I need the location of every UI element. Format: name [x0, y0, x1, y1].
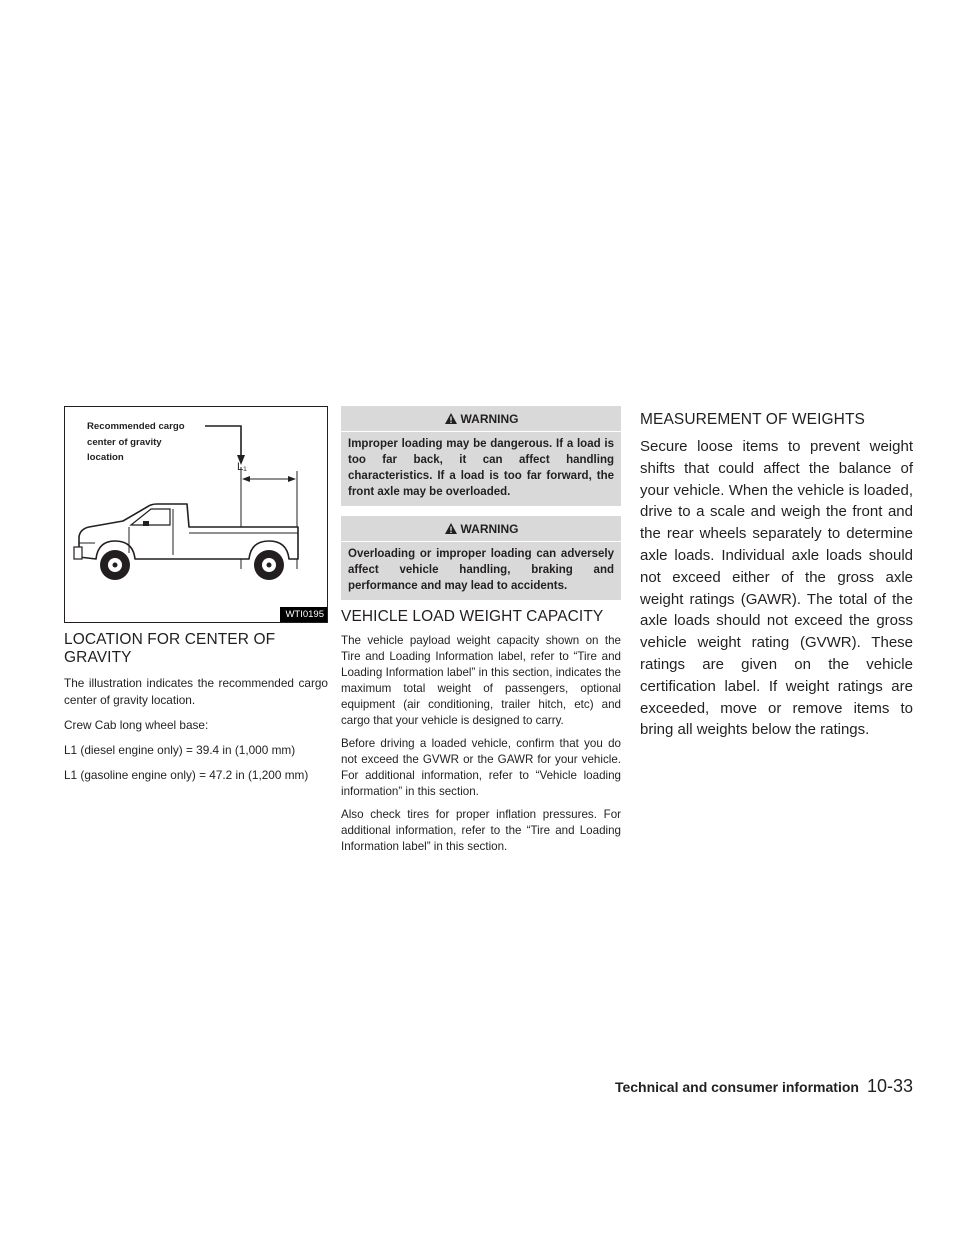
column-middle	[341, 406, 621, 855]
section-heading-center-of-gravity: LOCATION FOR CENTER OF GRAVITY	[64, 631, 276, 666]
warning-title: WARNING	[460, 411, 519, 426]
dimension-label: L₁	[237, 461, 247, 473]
figure-label: Recommended cargo center of gravity location	[87, 421, 185, 463]
paragraph: Also check tires for proper inflation pressures. For additional information, refer to the “Tire and Loading Information label” in this section.	[341, 808, 621, 853]
paragraph: L1 (diesel engine only) = 39.4 in (1,000 mm)	[64, 743, 296, 757]
paragraph: Crew Cab long wheel base:	[64, 718, 209, 732]
warning-text: Improper loading may be dangerous. If a load is too far back, it can affect handling characteristics. If a load is too far forward, the front axle may be overloaded.	[348, 438, 614, 498]
section-heading-load-capacity: VEHICLE LOAD WEIGHT CAPACITY	[341, 608, 604, 625]
warning-box	[341, 516, 621, 600]
page-number: 10-33	[866, 1076, 913, 1096]
figure-code: WTI0195	[280, 607, 327, 622]
warning-text: Overloading or improper loading can adversely affect vehicle handling, braking and performance and may lead to accidents.	[348, 548, 614, 592]
column-right	[640, 406, 913, 741]
warning-title: WARNING	[460, 521, 519, 536]
page-footer	[615, 1076, 913, 1097]
warning-box	[341, 406, 621, 506]
footer-section-title: Technical and consumer information	[614, 1079, 859, 1095]
paragraph: The vehicle payload weight capacity shown on the Tire and Loading Information label, refer to “Tire and Loading Information label” in this section, indicates the maximum total weight of passengers, optional equipment (air conditioning, trailer hitch, etc) and cargo that your vehicle is designed to carry.	[341, 634, 621, 727]
cargo-gravity-figure	[64, 406, 328, 623]
warning-triangle-icon	[444, 522, 458, 535]
warning-header	[341, 516, 621, 542]
paragraph: Before driving a loaded vehicle, confirm that you do not exceed the GVWR or the GAWR for your vehicle. For additional information, refer to “Vehicle loading information” in this section.	[341, 737, 621, 798]
column-left	[64, 406, 328, 784]
section-heading-measurement: MEASUREMENT OF WEIGHTS	[640, 411, 865, 428]
warning-triangle-icon	[444, 412, 458, 425]
paragraph: Secure loose items to prevent weight shifts that could affect the balance of your vehicle. When the vehicle is loaded, drive to a scale and weigh the front and the rear wheels separately to determine axle loads. Individual axle loads should not exceed either of the gross axle weight ratings (GAWR). The total of the axle loads should not exceed the gross vehicle weight rating (GVWR). These ratings are given on the vehicle certification label. If weight ratings are exceeded, move or remove items to bring all weights below the ratings.	[640, 438, 913, 739]
paragraph: L1 (gasoline engine only) = 47.2 in (1,200 mm)	[64, 768, 309, 782]
warning-header	[341, 406, 621, 432]
paragraph: The illustration indicates the recommended cargo center of gravity location.	[64, 676, 328, 707]
